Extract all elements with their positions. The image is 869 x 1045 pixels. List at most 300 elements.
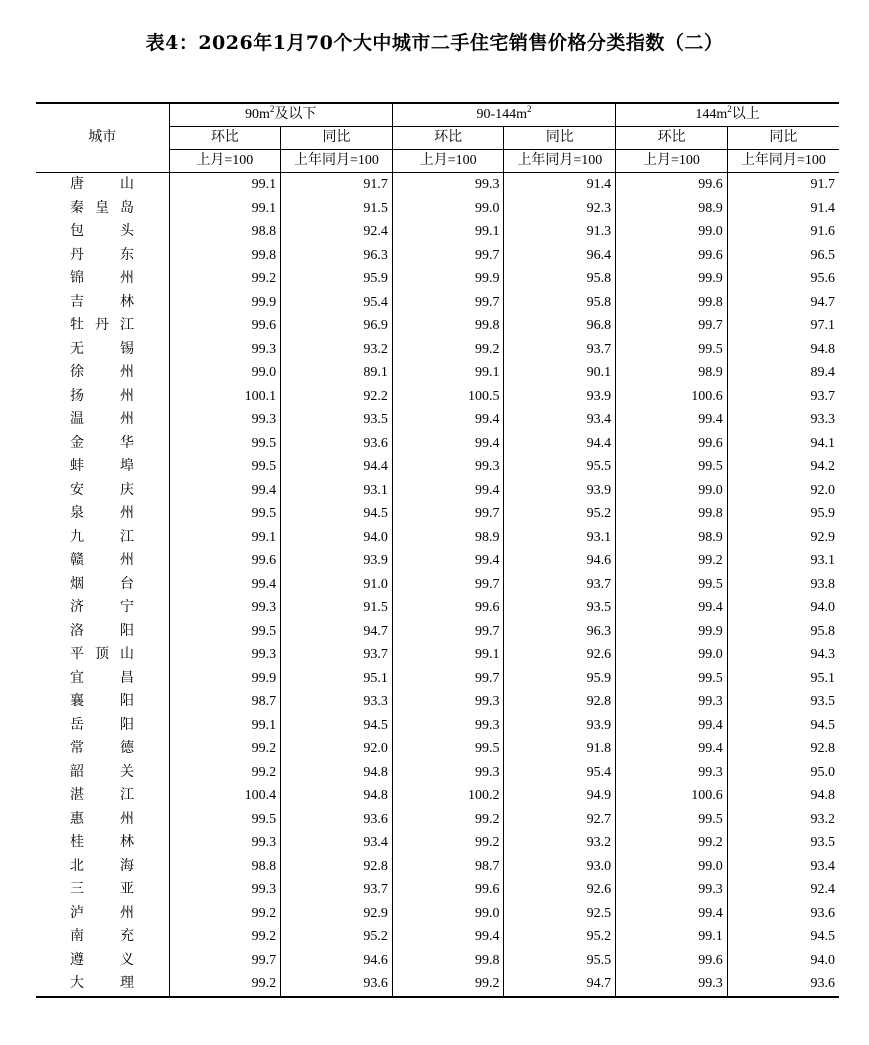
yoy-value: 94.8 — [281, 784, 393, 808]
yoy-value: 93.7 — [727, 385, 839, 409]
city-char: 州 — [120, 506, 134, 521]
mom-value: 99.4 — [616, 902, 728, 926]
city-char: 林 — [120, 294, 134, 310]
mom-value: 99.3 — [616, 972, 728, 997]
city-char: 惠 — [70, 811, 84, 827]
yoy-base-header: 上年同月=100 — [727, 150, 839, 173]
yoy-value: 94.3 — [727, 643, 839, 667]
mom-value: 99.6 — [616, 949, 728, 973]
city-name-text — [70, 267, 134, 291]
mom-value: 98.9 — [616, 197, 728, 221]
city-name-text — [70, 502, 134, 526]
yoy-value: 96.5 — [727, 244, 839, 268]
yoy-value: 93.5 — [727, 690, 839, 714]
mom-value: 99.7 — [392, 620, 504, 644]
mom-value: 99.5 — [616, 808, 728, 832]
mom-value: 100.2 — [392, 784, 504, 808]
mom-value: 99.3 — [169, 643, 281, 667]
city-char: 庆 — [120, 482, 134, 498]
yoy-value: 93.7 — [504, 338, 616, 362]
city-char: 徐 — [70, 365, 84, 380]
city-char: 岛 — [120, 200, 134, 216]
city-char: 洛 — [70, 623, 84, 639]
city-name — [36, 385, 169, 409]
mom-value: 99.7 — [392, 667, 504, 691]
city-char: 关 — [120, 764, 134, 780]
table-row — [36, 267, 839, 291]
yoy-value: 91.6 — [727, 220, 839, 244]
city-name-text — [70, 291, 134, 315]
mom-value: 99.0 — [616, 220, 728, 244]
mom-value: 99.7 — [169, 949, 281, 973]
city-name — [36, 831, 169, 855]
yoy-value: 91.7 — [281, 173, 393, 197]
yoy-value: 95.8 — [504, 291, 616, 315]
mom-value: 99.6 — [392, 596, 504, 620]
yoy-value: 93.7 — [281, 878, 393, 902]
city-name-text — [70, 972, 134, 996]
city-name-text — [70, 526, 134, 550]
mom-value: 99.9 — [392, 267, 504, 291]
table-row — [36, 502, 839, 526]
mom-value: 99.2 — [169, 972, 281, 997]
yoy-value: 93.1 — [727, 549, 839, 573]
city-char: 林 — [120, 835, 134, 850]
table-row — [36, 197, 839, 221]
mom-value: 99.4 — [616, 737, 728, 761]
mom-value: 99.2 — [616, 831, 728, 855]
table-row — [36, 690, 839, 714]
mom-value: 99.5 — [616, 573, 728, 597]
mom-value: 99.8 — [392, 314, 504, 338]
yoy-value: 95.2 — [504, 925, 616, 949]
yoy-value: 94.6 — [504, 549, 616, 573]
city-char: 锡 — [120, 341, 134, 357]
city-char: 山 — [120, 647, 134, 662]
yoy-value: 90.1 — [504, 361, 616, 385]
yoy-base-header: 上年同月=100 — [504, 150, 616, 173]
yoy-value: 96.9 — [281, 314, 393, 338]
city-char: 牡 — [70, 318, 84, 333]
mom-value: 99.3 — [392, 714, 504, 738]
yoy-value: 93.5 — [281, 408, 393, 432]
yoy-value: 93.3 — [281, 690, 393, 714]
yoy-value: 93.9 — [504, 385, 616, 409]
mom-value: 99.6 — [616, 244, 728, 268]
city-char: 州 — [120, 412, 134, 427]
city-char: 州 — [120, 365, 134, 380]
city-name-text — [70, 784, 134, 808]
mom-value: 99.3 — [392, 173, 504, 197]
mom-value: 99.8 — [169, 244, 281, 268]
table-row — [36, 620, 839, 644]
mom-value: 99.6 — [392, 878, 504, 902]
mom-value: 99.3 — [392, 690, 504, 714]
mom-value: 99.0 — [392, 197, 504, 221]
mom-value: 98.8 — [169, 855, 281, 879]
city-name-text — [70, 197, 134, 221]
city-name-text — [70, 690, 134, 714]
mom-value: 99.0 — [392, 902, 504, 926]
table-row — [36, 596, 839, 620]
yoy-value: 96.3 — [504, 620, 616, 644]
city-name-text — [70, 385, 134, 409]
yoy-value: 92.4 — [727, 878, 839, 902]
yoy-value: 95.2 — [504, 502, 616, 526]
city-char: 皇 — [95, 200, 109, 216]
mom-value: 99.2 — [169, 737, 281, 761]
mom-value: 99.6 — [169, 314, 281, 338]
mom-value: 98.9 — [392, 526, 504, 550]
city-char: 丹 — [70, 247, 84, 263]
table-row — [36, 714, 839, 738]
mom-value: 98.9 — [616, 526, 728, 550]
city-char: 华 — [120, 435, 134, 451]
city-name — [36, 596, 169, 620]
mom-base-header: 上月=100 — [392, 150, 504, 173]
city-char: 韶 — [70, 764, 84, 780]
table-row — [36, 878, 839, 902]
city-name — [36, 502, 169, 526]
city-char: 阳 — [120, 717, 134, 733]
yoy-value: 93.2 — [504, 831, 616, 855]
city-name-text — [70, 949, 134, 973]
city-name-text — [70, 338, 134, 362]
table-row — [36, 784, 839, 808]
city-name-text — [70, 855, 134, 879]
city-name — [36, 220, 169, 244]
city-char: 宜 — [70, 670, 84, 686]
city-name-text — [70, 220, 134, 244]
city-char: 唐 — [70, 177, 84, 192]
yoy-value: 95.0 — [727, 761, 839, 785]
city-char: 平 — [70, 647, 84, 662]
table-row — [36, 244, 839, 268]
yoy-value: 94.0 — [727, 949, 839, 973]
yoy-value: 95.9 — [727, 502, 839, 526]
city-char: 温 — [70, 412, 84, 427]
mom-value: 99.7 — [392, 244, 504, 268]
city-char: 州 — [120, 553, 134, 568]
mom-value: 99.2 — [392, 831, 504, 855]
city-name — [36, 690, 169, 714]
city-name — [36, 291, 169, 315]
yoy-header: 同比 — [504, 127, 616, 150]
city-char: 德 — [120, 741, 134, 756]
yoy-value: 93.2 — [281, 338, 393, 362]
yoy-value: 94.5 — [727, 714, 839, 738]
mom-value: 99.1 — [392, 220, 504, 244]
city-name-text — [70, 620, 134, 644]
city-column-header: 城市 — [36, 103, 169, 173]
city-char: 安 — [70, 482, 84, 498]
yoy-value: 93.7 — [281, 643, 393, 667]
mom-base-header: 上月=100 — [169, 150, 281, 173]
mom-value: 99.5 — [169, 502, 281, 526]
yoy-value: 97.1 — [727, 314, 839, 338]
yoy-value: 94.5 — [727, 925, 839, 949]
yoy-value: 93.6 — [281, 972, 393, 997]
city-char: 阳 — [120, 694, 134, 709]
mom-value: 99.8 — [616, 502, 728, 526]
yoy-value: 96.4 — [504, 244, 616, 268]
mom-value: 100.6 — [616, 385, 728, 409]
city-char: 济 — [70, 600, 84, 615]
mom-value: 100.4 — [169, 784, 281, 808]
city-char: 义 — [120, 952, 134, 968]
yoy-value: 91.4 — [504, 173, 616, 197]
mom-value: 99.9 — [169, 291, 281, 315]
mom-value: 100.6 — [616, 784, 728, 808]
yoy-value: 92.0 — [727, 479, 839, 503]
yoy-value: 93.3 — [727, 408, 839, 432]
yoy-value: 93.7 — [504, 573, 616, 597]
mom-value: 99.6 — [169, 549, 281, 573]
yoy-value: 91.0 — [281, 573, 393, 597]
yoy-value: 92.4 — [281, 220, 393, 244]
city-name — [36, 408, 169, 432]
city-name-text — [70, 714, 134, 738]
mom-value: 99.2 — [392, 338, 504, 362]
city-char: 岳 — [70, 717, 84, 733]
yoy-value: 95.8 — [504, 267, 616, 291]
yoy-value: 93.5 — [504, 596, 616, 620]
table-row — [36, 949, 839, 973]
city-char: 北 — [70, 858, 84, 874]
mom-value: 98.7 — [169, 690, 281, 714]
city-char: 金 — [70, 435, 84, 451]
city-name-text — [70, 549, 134, 573]
mom-value: 99.2 — [169, 267, 281, 291]
yoy-value: 92.9 — [727, 526, 839, 550]
table-row — [36, 808, 839, 832]
mom-value: 100.5 — [392, 385, 504, 409]
city-char: 理 — [120, 976, 134, 991]
table-row — [36, 314, 839, 338]
yoy-value: 92.0 — [281, 737, 393, 761]
yoy-value: 94.6 — [281, 949, 393, 973]
yoy-value: 91.7 — [727, 173, 839, 197]
yoy-value: 93.6 — [281, 808, 393, 832]
table-row — [36, 526, 839, 550]
mom-value: 99.4 — [392, 432, 504, 456]
yoy-header: 同比 — [281, 127, 393, 150]
city-char: 三 — [70, 882, 84, 897]
yoy-value: 92.5 — [504, 902, 616, 926]
mom-value: 99.3 — [169, 878, 281, 902]
city-char: 江 — [120, 318, 134, 333]
city-char: 桂 — [70, 835, 84, 850]
group-header-small: $90m^2$及以下 — [169, 103, 392, 127]
city-name — [36, 972, 169, 997]
city-char: 秦 — [70, 200, 84, 216]
city-name — [36, 244, 169, 268]
city-name — [36, 479, 169, 503]
city-char: 锦 — [70, 271, 84, 286]
yoy-value: 93.9 — [504, 479, 616, 503]
city-char: 江 — [120, 529, 134, 545]
mom-value: 99.5 — [616, 338, 728, 362]
table-row — [36, 338, 839, 362]
city-name — [36, 549, 169, 573]
group-header-large: $144m^2$以上 — [616, 103, 839, 127]
city-name-text — [70, 667, 134, 691]
yoy-value: 95.2 — [281, 925, 393, 949]
city-char: 州 — [120, 905, 134, 921]
yoy-value: 92.7 — [504, 808, 616, 832]
yoy-value: 95.6 — [727, 267, 839, 291]
city-char: 泸 — [70, 905, 84, 921]
mom-value: 99.1 — [392, 361, 504, 385]
yoy-value: 93.1 — [281, 479, 393, 503]
yoy-value: 94.4 — [281, 455, 393, 479]
table-row — [36, 455, 839, 479]
yoy-value: 94.0 — [281, 526, 393, 550]
table-row — [36, 667, 839, 691]
table-title: 表4：2026年1月70个大中城市二手住宅销售价格分类指数（二） — [145, 32, 724, 54]
mom-value: 99.2 — [616, 549, 728, 573]
mom-value: 99.2 — [169, 761, 281, 785]
mom-value: 99.4 — [392, 925, 504, 949]
table-row — [36, 902, 839, 926]
mom-value: 99.4 — [616, 596, 728, 620]
city-name — [36, 455, 169, 479]
mom-value: 99.3 — [169, 408, 281, 432]
city-name-text — [70, 808, 134, 832]
yoy-value: 93.6 — [727, 902, 839, 926]
yoy-value: 93.8 — [727, 573, 839, 597]
yoy-value: 95.9 — [504, 667, 616, 691]
mom-value: 99.2 — [392, 808, 504, 832]
mom-value: 99.9 — [169, 667, 281, 691]
city-name — [36, 761, 169, 785]
city-char: 常 — [70, 741, 84, 756]
city-name-text — [70, 596, 134, 620]
mom-value: 99.3 — [169, 338, 281, 362]
city-name-text — [70, 361, 134, 385]
yoy-value: 93.2 — [727, 808, 839, 832]
mom-value: 99.1 — [169, 526, 281, 550]
yoy-value: 94.5 — [281, 714, 393, 738]
city-name-text — [70, 878, 134, 902]
mom-value: 100.1 — [169, 385, 281, 409]
mom-value: 99.5 — [392, 737, 504, 761]
city-char: 湛 — [70, 788, 84, 803]
table-row — [36, 737, 839, 761]
yoy-value: 93.6 — [281, 432, 393, 456]
city-char: 扬 — [70, 388, 84, 404]
yoy-value: 92.8 — [281, 855, 393, 879]
mom-value: 99.1 — [169, 173, 281, 197]
mom-value: 99.1 — [169, 197, 281, 221]
yoy-value: 89.4 — [727, 361, 839, 385]
mom-value: 98.7 — [392, 855, 504, 879]
city-name — [36, 878, 169, 902]
city-char: 州 — [120, 811, 134, 827]
yoy-value: 93.9 — [504, 714, 616, 738]
mom-value: 99.4 — [616, 714, 728, 738]
city-char: 包 — [70, 224, 84, 239]
yoy-value: 93.6 — [727, 972, 839, 997]
mom-value: 99.5 — [169, 455, 281, 479]
yoy-value: 93.5 — [727, 831, 839, 855]
mom-value: 99.7 — [392, 502, 504, 526]
city-name — [36, 573, 169, 597]
yoy-value: 94.7 — [281, 620, 393, 644]
yoy-value: 96.8 — [504, 314, 616, 338]
mom-value: 99.7 — [392, 291, 504, 315]
city-char: 赣 — [70, 553, 84, 568]
city-name — [36, 808, 169, 832]
city-name-text — [70, 479, 134, 503]
yoy-value: 94.9 — [504, 784, 616, 808]
mom-value: 99.2 — [392, 972, 504, 997]
city-char: 昌 — [120, 670, 134, 686]
yoy-value: 93.1 — [504, 526, 616, 550]
city-name — [36, 949, 169, 973]
yoy-value: 94.0 — [727, 596, 839, 620]
mom-value: 99.4 — [169, 573, 281, 597]
table-row — [36, 573, 839, 597]
city-name-text — [70, 314, 134, 338]
mom-value: 99.9 — [616, 267, 728, 291]
yoy-value: 92.8 — [727, 737, 839, 761]
price-index-table — [36, 102, 839, 998]
city-char: 襄 — [70, 694, 84, 709]
yoy-value: 94.2 — [727, 455, 839, 479]
city-name-text — [70, 902, 134, 926]
mom-value: 99.4 — [169, 479, 281, 503]
city-name — [36, 620, 169, 644]
mom-value: 99.0 — [616, 855, 728, 879]
yoy-value: 91.3 — [504, 220, 616, 244]
city-name — [36, 338, 169, 362]
city-char: 州 — [120, 388, 134, 404]
mom-value: 99.4 — [392, 549, 504, 573]
mom-value: 99.1 — [169, 714, 281, 738]
city-char: 台 — [120, 576, 134, 592]
mom-value: 99.5 — [616, 455, 728, 479]
yoy-value: 92.3 — [504, 197, 616, 221]
city-char: 吉 — [70, 294, 84, 310]
city-name — [36, 267, 169, 291]
mom-value: 99.0 — [616, 479, 728, 503]
mom-value: 99.6 — [616, 432, 728, 456]
city-name-text — [70, 643, 134, 667]
mom-value: 98.9 — [616, 361, 728, 385]
mom-value: 99.3 — [616, 878, 728, 902]
city-name — [36, 855, 169, 879]
city-char: 无 — [70, 341, 84, 357]
city-name-text — [70, 925, 134, 949]
city-char: 宁 — [120, 600, 134, 615]
table-row — [36, 408, 839, 432]
city-name — [36, 902, 169, 926]
mom-value: 98.8 — [169, 220, 281, 244]
mom-value: 99.3 — [392, 455, 504, 479]
city-name — [36, 925, 169, 949]
table-row — [36, 432, 839, 456]
table-row — [36, 761, 839, 785]
mom-value: 99.5 — [169, 808, 281, 832]
mom-value: 99.6 — [616, 173, 728, 197]
table-row — [36, 972, 839, 997]
yoy-value: 93.4 — [727, 855, 839, 879]
city-char: 州 — [120, 271, 134, 286]
yoy-value: 95.4 — [504, 761, 616, 785]
table-row — [36, 479, 839, 503]
mom-value: 99.1 — [616, 925, 728, 949]
